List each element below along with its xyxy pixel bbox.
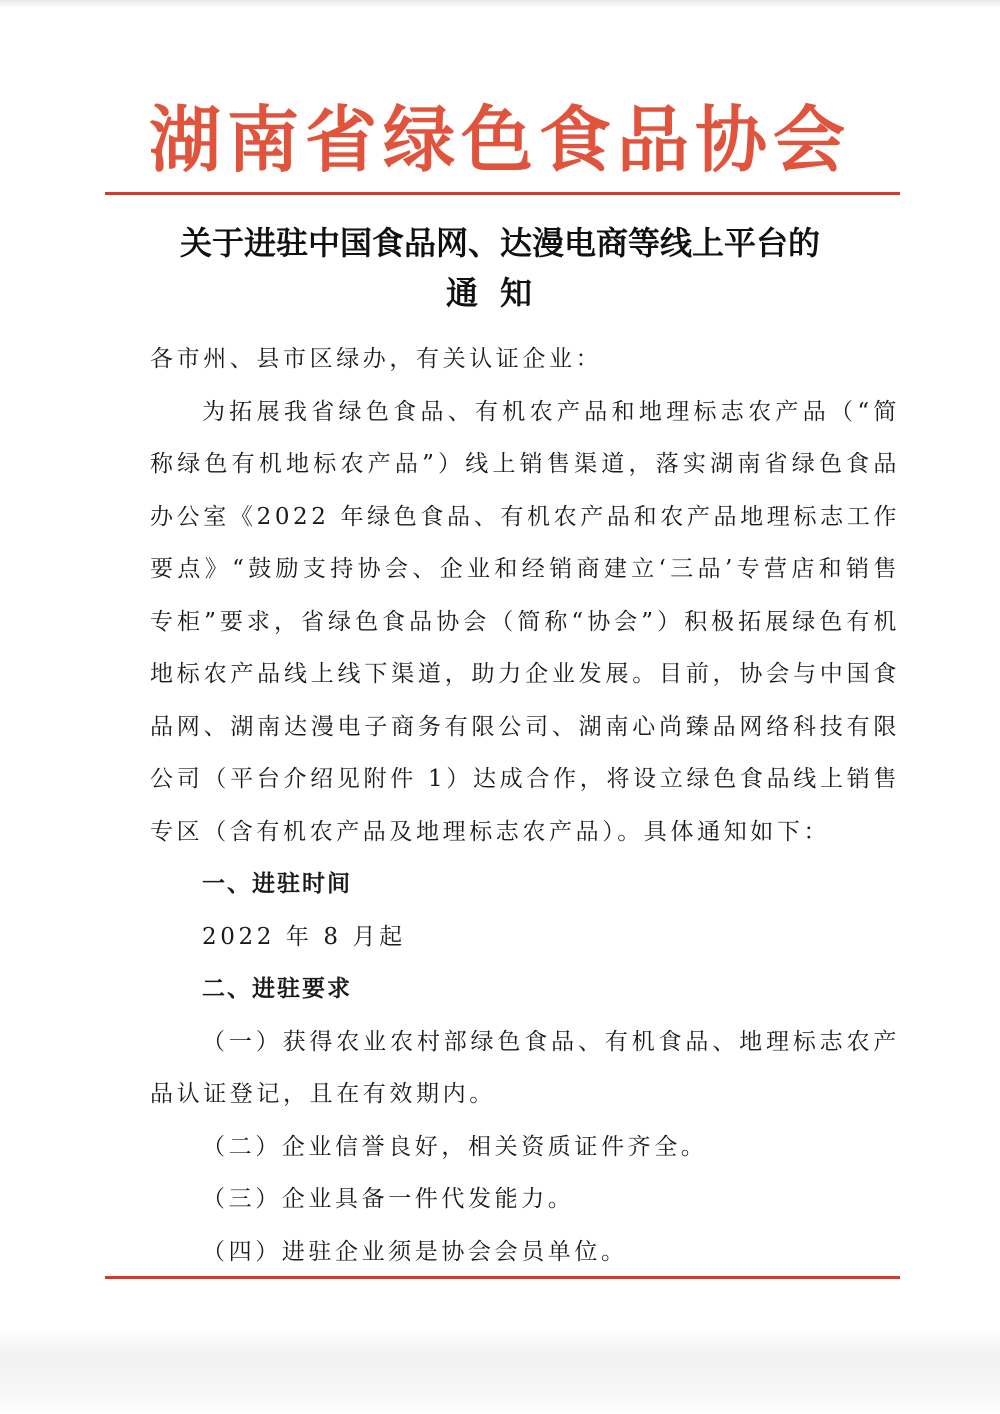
section2-heading: 二、进驻要求: [202, 976, 352, 1002]
salutation: 各市州、县市区绿办，有关认证企业：: [150, 346, 603, 372]
letterhead-divider-top: [105, 192, 900, 195]
document-body: [150, 333, 900, 1278]
intro-paragraph: 为拓展我省绿色食品、有机农产品和地理标志农产品（“简称绿色有机地标农产品”）线上销售渠道，落实湖南省绿色食品办公室《2022 年绿色食品、有机农产品和农产品地理标志工作要点》“鼓励支持协会、企业和经销商建立‘三品’专营店和销售专柜”要求，省绿色食品协会（简称“协会”）积极拓展绿色有机地标农产品线上线下渠道，助力企业发展。目前，协会与中国食品网、湖南达漫电子商务有限公司、湖南心尚臻品网络科技有限公司（平台介绍见附件 1）达成合作，将设立绿色食品线上销售专区（含有机农产品及地理标志农产品）。具体通知如下：: [150, 398, 900, 845]
section1-heading: 一、进驻时间: [202, 871, 352, 897]
scan-edge-top: [0, 0, 1000, 8]
requirement-item: （三）企业具备一件代发能力。: [202, 1186, 575, 1212]
footer-divider: [105, 1276, 900, 1279]
document-title: [130, 218, 870, 318]
requirement-item: （二）企业信誉良好，相关资质证件齐全。: [202, 1133, 708, 1160]
organization-letterhead: 湖南省绿色食品协会: [148, 98, 851, 182]
document-title-line1: 关于进驻中国食品网、达漫电商等线上平台的: [179, 224, 820, 262]
document-title-line2: 通知: [445, 274, 554, 312]
section1-content: 2022 年 8 月起: [202, 923, 406, 950]
requirement-item: （四）进驻企业须是协会会员单位。: [202, 1238, 628, 1265]
requirement-item: （一）获得农业农村部绿色食品、有机食品、地理标志农产品认证登记，且在有效期内。: [150, 1028, 900, 1107]
scan-edge-bottom: [0, 1330, 1000, 1414]
